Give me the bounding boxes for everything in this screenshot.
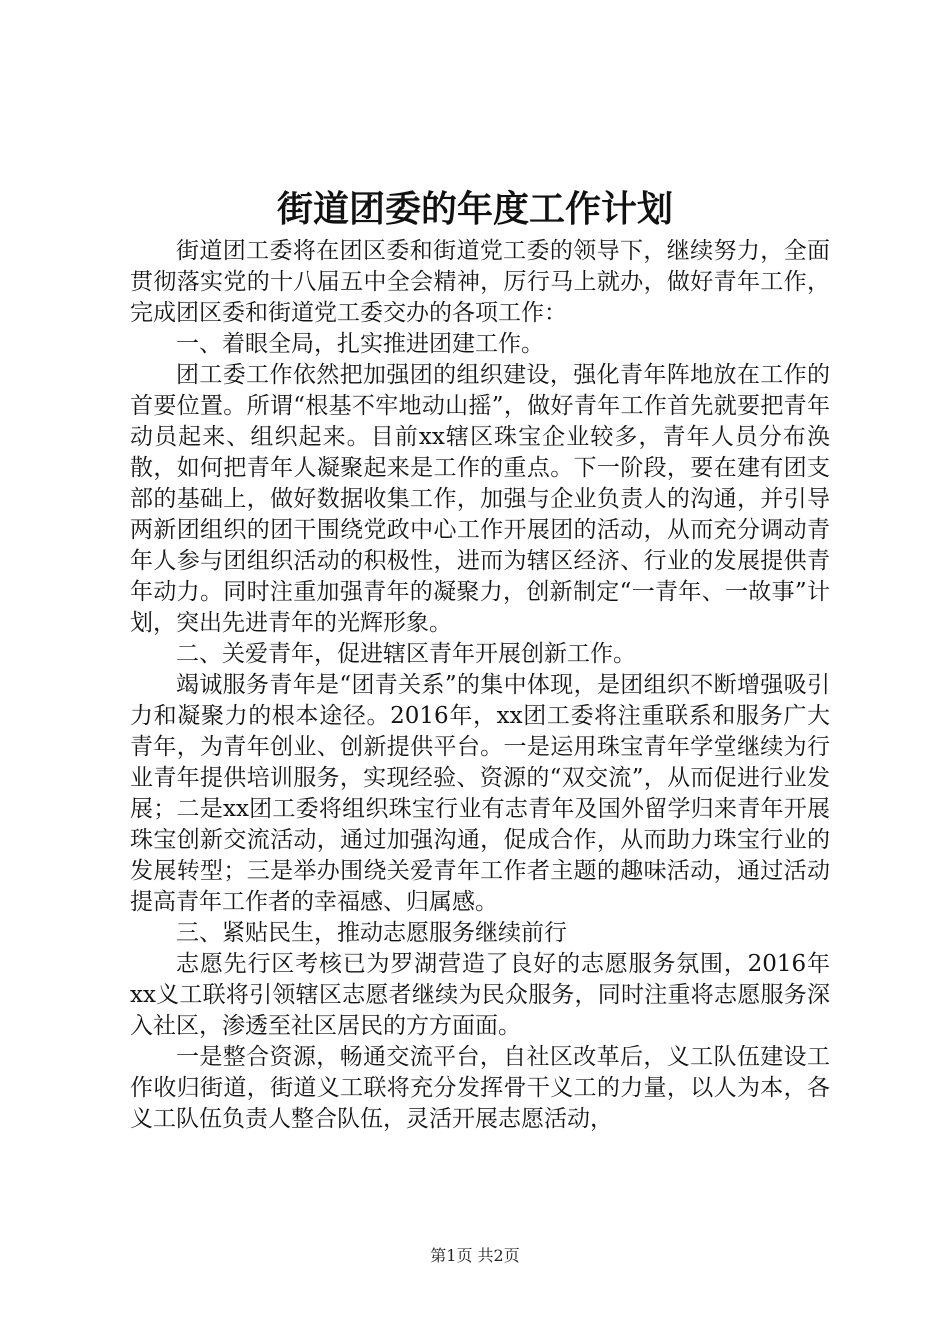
paragraph-section-3-item-1: 一是整合资源，畅通交流平台，自社区改革后，义工队伍建设工作收归街道，街道义工联将充分发挥骨干义工的力量，以人为本，各义工队伍负责人整合队伍，灵活开展志愿活动， — [130, 1044, 830, 1132]
paragraph-section-2: 竭诚服务青年是“团青关系”的集中体现，是团组织不断增强吸引力和凝聚力的根本途径。2016年，xx团工委将注重联系和服务广大青年，为青年创业、创新提供平台。一是运用珠宝青年学堂继续为行业青年提供培训服务，实现经验、资源的“双交流”，从而促进行业发展；二是xx团工委将组织珠宝行业有志青年及国外留学归来青年开展珠宝创新交流活动，通过加强沟通，促成合作，从而助力珠宝行业的发展转型；三是举办围绕关爱青年工作者主题的趣味活动，通过活动提高青年工作者的幸福感、归属感。 — [130, 672, 830, 915]
section-heading-3: 三、紧贴民生，推动志愿服务继续前行 — [176, 920, 567, 946]
page-footer: 第1页 共2页 — [430, 1246, 520, 1265]
paragraph-intro: 街道团工委将在团区委和街道党工委的领导下，继续努力，全面贯彻落实党的十八届五中全会精神，厉行马上就办，做好青年工作，完成团区委和街道党工委交办的各项工作： — [130, 238, 830, 326]
document-body — [130, 236, 830, 1135]
section-heading-2: 二、关爱青年，促进辖区青年开展创新工作。 — [176, 641, 636, 667]
section-heading-1: 一、着眼全局，扎实推进团建工作。 — [176, 331, 544, 357]
document-title: 街道团委的年度工作计划 — [276, 188, 673, 230]
paragraph-section-1: 团工委工作依然把加强团的组织建设，强化青年阵地放在工作的首要位置。所谓“根基不牢地动山摇”，做好青年工作首先就要把青年动员起来、组织起来。目前xx辖区珠宝企业较多，青年人员分布涣散，如何把青年人凝聚起来是工作的重点。下一阶段，要在建有团支部的基础上，做好数据收集工作，加强与企业负责人的沟通，并引导两新团组织的团干围绕党政中心工作开展团的活动，从而充分调动青年人参与团组织活动的积极性，进而为辖区经济、行业的发展提供青年动力。同时注重加强青年的凝聚力，创新制定“一青年、一故事”计划，突出先进青年的光辉形象。 — [130, 362, 830, 636]
paragraph-section-3: 志愿先行区考核已为罗湖营造了良好的志愿服务氛围，2016年xx义工联将引领辖区志愿者继续为民众服务，同时注重将志愿服务深入社区，渗透至社区居民的方方面面。 — [130, 951, 830, 1039]
